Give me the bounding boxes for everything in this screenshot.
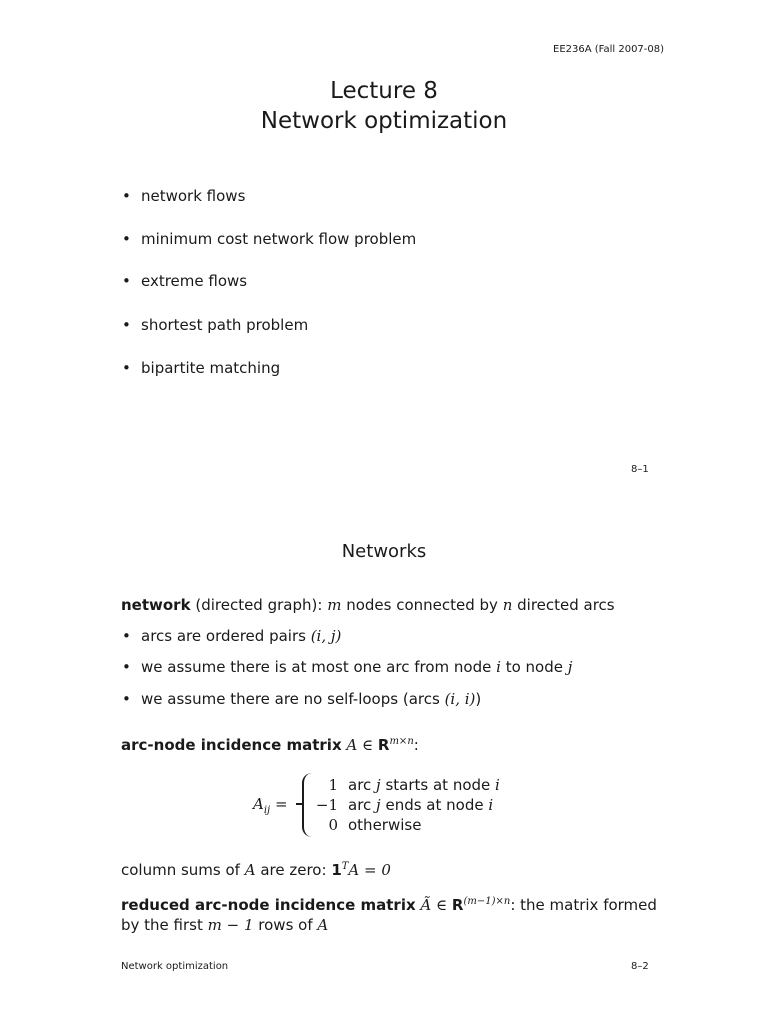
list-item: • bipartite matching <box>122 359 281 377</box>
bullet-icon: • <box>122 316 131 334</box>
incidence-matrix-definition: arc-node incidence matrix A ∈ $R^{m\times n}$: <box>121 736 419 754</box>
bullet-icon: • <box>122 690 131 708</box>
network-definition: network (directed graph): m nodes connected by n directed arcs <box>121 596 615 614</box>
bullet-icon: • <box>122 359 131 377</box>
bullet-icon: • <box>122 230 131 248</box>
bullet-icon: • <box>122 658 131 676</box>
lecture-title: Lecture 8 <box>330 78 438 104</box>
bullet-icon: • <box>122 187 131 205</box>
equation-lhs: $A_{ij}$ = <box>253 795 288 816</box>
list-item: • we assume there is at most one arc from node i to node j <box>122 658 573 676</box>
lecture-subtitle: Network optimization <box>260 108 508 134</box>
course-header: EE236A (Fall 2007-08) <box>553 44 665 55</box>
left-brace-tip <box>296 803 304 805</box>
list-item: • we assume there are no self-loops (arcs (i, i)) <box>122 690 482 708</box>
list-item: • shortest path problem <box>122 316 309 334</box>
bullet-icon: • <box>122 627 131 645</box>
list-item: • extreme flows <box>122 272 248 290</box>
equation-case: 1 arc j starts at node i <box>328 776 500 794</box>
reduced-matrix-definition: reduced arc-node incidence matrix Ã ∈ $R^{(m-1)\times n}$: the matrix formed <box>121 896 657 914</box>
list-item: • minimum cost network flow problem <box>122 230 417 248</box>
list-item: • network flows <box>122 187 246 205</box>
section-title: Networks <box>341 541 427 562</box>
list-item: • arcs are ordered pairs (i, j) <box>122 627 342 645</box>
bullet-icon: • <box>122 272 131 290</box>
page-number: 8–2 <box>631 961 649 972</box>
reduced-matrix-definition-line2: by the first m − 1 rows of A <box>121 916 329 934</box>
equation-case: 0 otherwise <box>328 816 422 834</box>
column-sums-statement: column sums of A are zero: $1^TA = 0$ <box>121 861 391 879</box>
equation-case: −1 arc j ends at node i <box>315 796 494 814</box>
page-number: 8–1 <box>631 464 649 475</box>
footer-title: Network optimization <box>121 961 229 972</box>
